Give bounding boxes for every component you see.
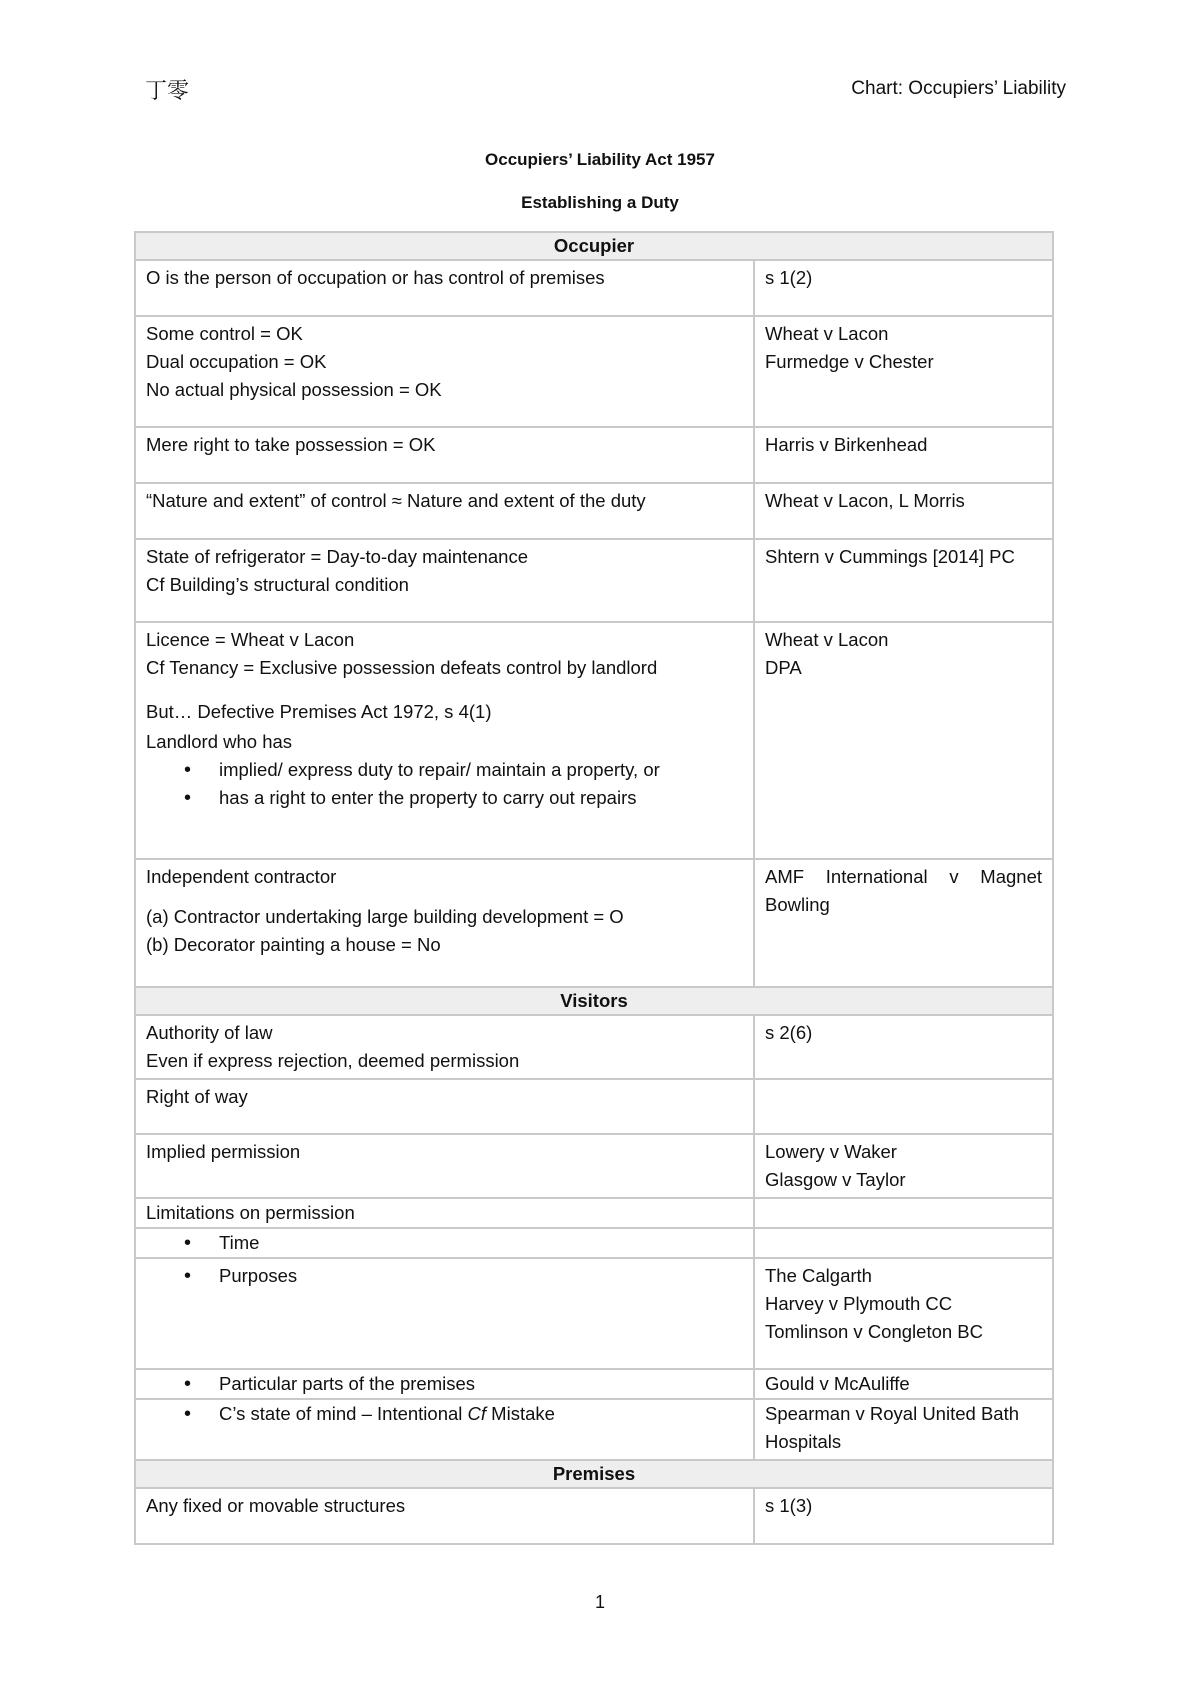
- bullet-item: • Time: [146, 1229, 743, 1257]
- case-reference: s 2(6): [765, 1022, 813, 1043]
- cell-text: Mistake: [486, 1403, 555, 1424]
- case-reference: DPA: [765, 657, 802, 678]
- table-row: [135, 1228, 1053, 1258]
- header-chart-title: Chart: Occupiers’ Liability: [851, 78, 1066, 99]
- duty-table: [134, 231, 1054, 1545]
- case-reference: Harris v Birkenhead: [765, 434, 928, 455]
- cell-text: Even if express rejection, deemed permission: [146, 1050, 520, 1071]
- table-row: [135, 1198, 1053, 1228]
- case-reference: Tomlinson v Congleton BC: [765, 1321, 983, 1342]
- cell-text: Some control = OK: [146, 323, 303, 344]
- table-row: [135, 483, 1053, 539]
- case-reference: Gould v McAuliffe: [765, 1373, 910, 1394]
- page-number: 1: [594, 1592, 605, 1612]
- table-row: [135, 539, 1053, 622]
- section-label: Occupier: [135, 232, 1053, 260]
- table-row: [135, 1258, 1053, 1369]
- cell-text: Dual occupation = OK: [146, 351, 327, 372]
- section-label: Premises: [135, 1460, 1053, 1488]
- cell-text: Right of way: [146, 1086, 248, 1107]
- bullet-item: • Particular parts of the premises: [146, 1370, 743, 1398]
- cell-text: Authority of law: [146, 1022, 273, 1043]
- cell-text: Cf Building’s structural condition: [146, 574, 409, 595]
- case-reference: s 1(3): [765, 1495, 813, 1516]
- case-reference: Wheat v Lacon: [765, 323, 889, 344]
- case-reference: Furmedge v Chester: [765, 351, 934, 372]
- cell-text: State of refrigerator = Day-to-day maintenance: [146, 546, 529, 567]
- section-header-occupier: [135, 232, 1053, 260]
- cell-text: No actual physical possession = OK: [146, 379, 442, 400]
- case-reference: Shtern v Cummings [2014] PC: [765, 546, 1015, 567]
- table-row: [135, 1134, 1053, 1198]
- cell-text: Licence = Wheat v Lacon: [146, 629, 355, 650]
- cell-text: Implied permission: [146, 1141, 301, 1162]
- table-row: [135, 1488, 1053, 1544]
- case-reference: Lowery v Waker: [765, 1141, 897, 1162]
- cell-text: Limitations on permission: [146, 1202, 355, 1223]
- case-reference: Wheat v Lacon, L Morris: [765, 490, 965, 511]
- table-row: [135, 316, 1053, 427]
- table-row: [135, 1015, 1053, 1079]
- cell-text: Cf Tenancy = Exclusive possession defeats control by landlord: [146, 657, 658, 678]
- case-reference: Wheat v Lacon: [765, 629, 889, 650]
- table-row: [135, 1399, 1053, 1460]
- document-subtitle: Establishing a Duty: [521, 193, 679, 212]
- bullet-item: • has a right to enter the property to carry out repairs: [146, 784, 743, 812]
- cell-text: (a) Contractor undertaking large building development = O: [146, 906, 624, 927]
- case-reference: Spearman v Royal United Bath Hospitals: [765, 1403, 1019, 1452]
- section-header-premises: [135, 1460, 1053, 1488]
- header-author: 丁零: [145, 78, 190, 103]
- table-row: [135, 1369, 1053, 1399]
- cf-italic: Cf: [467, 1403, 487, 1424]
- table-row: [135, 859, 1053, 987]
- cell-text: O is the person of occupation or has control of premises: [146, 267, 605, 288]
- cell-text: Landlord who has: [146, 731, 293, 752]
- bullet-item: • implied/ express duty to repair/ maintain a property, or: [146, 756, 743, 784]
- cell-text: Mere right to take possession = OK: [146, 434, 436, 455]
- case-reference: AMF International v Magnet Bowling: [765, 866, 1042, 915]
- table-row: [135, 427, 1053, 483]
- section-label: Visitors: [135, 987, 1053, 1015]
- case-reference: s 1(2): [765, 267, 813, 288]
- document-title: Occupiers’ Liability Act 1957: [485, 150, 715, 169]
- cell-text: Any fixed or movable structures: [146, 1495, 406, 1516]
- table-row: [135, 622, 1053, 859]
- section-header-visitors: [135, 987, 1053, 1015]
- case-reference: The Calgarth: [765, 1265, 872, 1286]
- cell-text: “Nature and extent” of control ≈ Nature and extent of the duty: [146, 490, 646, 511]
- cell-text: (b) Decorator painting a house = No: [146, 934, 441, 955]
- bullet-item: [146, 1400, 743, 1428]
- case-reference: Harvey v Plymouth CC: [765, 1293, 953, 1314]
- cell-text: But… Defective Premises Act 1972, s 4(1): [146, 701, 492, 722]
- cell-text: C’s state of mind – Intentional: [219, 1403, 468, 1424]
- case-reference: Glasgow v Taylor: [765, 1169, 906, 1190]
- cell-text: Independent contractor: [146, 866, 337, 887]
- bullet-item: • Purposes: [146, 1262, 743, 1290]
- table-row: [135, 1079, 1053, 1134]
- table-row: [135, 260, 1053, 316]
